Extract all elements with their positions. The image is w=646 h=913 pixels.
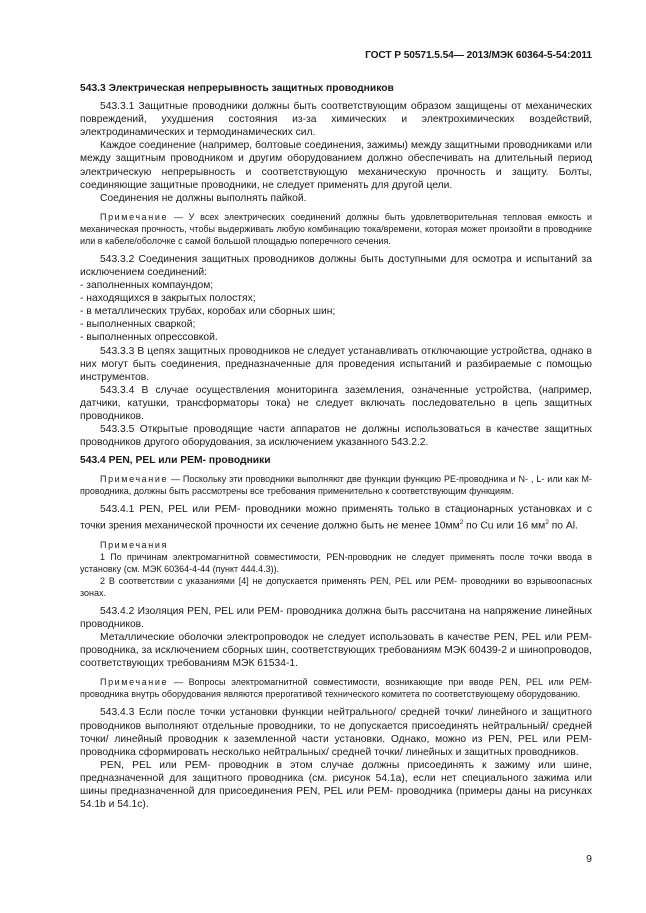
paragraph-no-soldering: Соединения не должны выполнять пайкой.: [100, 192, 307, 204]
heading-543-4: 543.4 PEN, PEL или PEM- проводники: [80, 455, 271, 467]
running-header: ГОСТ Р 50571.5.54— 2013/МЭК 60364-5-54:2011: [365, 50, 592, 61]
paragraph-543-3-2: 543.3.2 Соединения защитных проводников должны быть доступными для осмотра и испытаний за исключением соединений:: [80, 253, 592, 278]
paragraph-pen-connection: PEN, PEL или PEM- проводник в этом случае должны присоединять к зажиму или шине, предназначенной для защитного проводника (см. рисунок 54.1a), если нет специального зажима или шины предназначенной для присоединения PEN, PEL или PEM- проводника (примеры даны на рисунках 54.1b и 54.1c).: [80, 759, 592, 811]
paragraph-543-3-3: 543.3.3 В цепях защитных проводников не следует устанавливать отключающие устройства, однако в них могут быть соединения, предназначенные для проведения испытаний и разбираемые с помощью инструментов.: [80, 345, 592, 383]
heading-543-3: 543.3 Электрическая непрерывность защитных проводников: [80, 83, 394, 94]
page-number: 9: [586, 853, 592, 865]
paragraph-543-4-3: 543.4.3 Если после точки установки функции нейтрального/ средней точки/ линейного и защитного проводников выполняют отдельные проводники, то не допускается присоединять нейтральный/ средней точки/ линейный проводник к заземленной части установки. Однако, можно из PEN, PEL или PEM- проводника сформировать несколько нейтральных/ средней точки/ линейных и защитных проводников.: [80, 707, 592, 758]
paragraph-543-3-1: 543.3.1 Защитные проводники должны быть соответствующим образом защищены от механических повреждений, ухудшения состояния из-за химических и электрохимических воздействий, электродинамических и термодинамических сил.: [80, 101, 592, 139]
note-item: 1 По причинам электромагнитной совместимости, PEN-проводник не следует применять после точки ввода в установку (см. МЭК 60364-4-44 (пункт 444.4.3)).: [80, 551, 592, 574]
paragraph-543-3-5: 543.3.5 Открытые проводящие части аппаратов не должны использоваться в качестве защитных проводников другого оборудования, за исключением указанного 543.2.2.: [80, 424, 592, 449]
list-item: - заполненных компаундом;: [80, 280, 214, 292]
paragraph-543-4-1-c: по Al.: [548, 520, 578, 532]
paragraph-543-4-2: 543.4.2 Изоляция PEN, PEL или PEM- проводника должна быть рассчитана на напряжение линейных проводников.: [80, 605, 592, 631]
note-1: [80, 211, 592, 247]
exception-list: [80, 279, 592, 344]
note-1-label: Примечание: [100, 211, 169, 222]
note-2-label: Примечание: [100, 474, 169, 485]
list-item: - выполненных опрессовкой.: [80, 332, 218, 344]
paragraph-543-4-1-a: 543.4.1 PEN, PEL или PEM- проводники можно применять только в стационарных установках и с точки зрения механической прочности их сечение должно быть не менее 10мм: [80, 504, 592, 532]
paragraph-metal-sheaths: Металлические оболочки электропроводок не следует использовать в качестве PEN, PEL или PEM- проводника, за исключением сборных шин, соответствующих требованиям МЭК 60439-2 и шинопроводов, соответствующих требованиям МЭК 61534-1.: [80, 632, 592, 670]
paragraph-543-4-1-b: по Cu или 16 мм: [463, 520, 546, 532]
paragraph-543-4-1: [80, 503, 592, 533]
note-2-text: — Поскольку эти проводники выполняют две функции функцию PE-проводника и N- , L- или как M- проводника, должны быть рассмотрены все требования применительно к соответствующим функциям.: [80, 474, 592, 497]
list-item: - находящихся в закрытых полостях;: [80, 293, 256, 305]
superscript-2: 2: [459, 519, 464, 527]
document-body: [80, 82, 592, 811]
note-item: 2 В соответствии с указаниями [4] не допускается применять PEN, PEL или PEM- проводники во взрывоопасных зонах.: [80, 575, 592, 598]
list-item: - выполненных сваркой;: [80, 319, 196, 331]
superscript-2: 2: [545, 519, 549, 527]
paragraph-543-3-4: 543.3.4 В случае осуществления мониторинга заземления, означенные устройства, (например, датчики, катушки, трансформаторы тока) не следует включать последовательно в цепь защитных проводников.: [80, 384, 592, 422]
list-item: - в металлических трубах, коробах или сборных шин;: [80, 306, 336, 318]
note-3-label: Примечание: [100, 677, 169, 688]
paragraph-connections: Каждое соединение (например, болтовые соединения, зажимы) между защитными проводниками или между защитным проводником и другим оборудованием должно обеспечивать на длительный период электрическую непрерывность и соответствующую механическую прочность и защиту. Болты, соединяющие защитные проводники, не следует применять для другой цели.: [80, 140, 592, 191]
note-3-text: — Вопросы электромагнитной совместимости, возникающие при вводе PEN, PEL или PEM- проводника внутрь оборудования являются прерогативой технического комитета по соответствующему оборудованию.: [80, 677, 592, 700]
note-3: [80, 676, 592, 700]
note-1-text: — У всех электрических соединений должны быть удовлетворительная тепловая емкость и механическая прочность, чтобы выдерживать любую комбинацию тока/времени, которая может произойти в проводнике или в кабеле/оболочке с самой большой площадью поперечного сечения.: [80, 211, 592, 246]
note-2: [80, 473, 592, 497]
notes-label: Примечания: [100, 539, 168, 550]
